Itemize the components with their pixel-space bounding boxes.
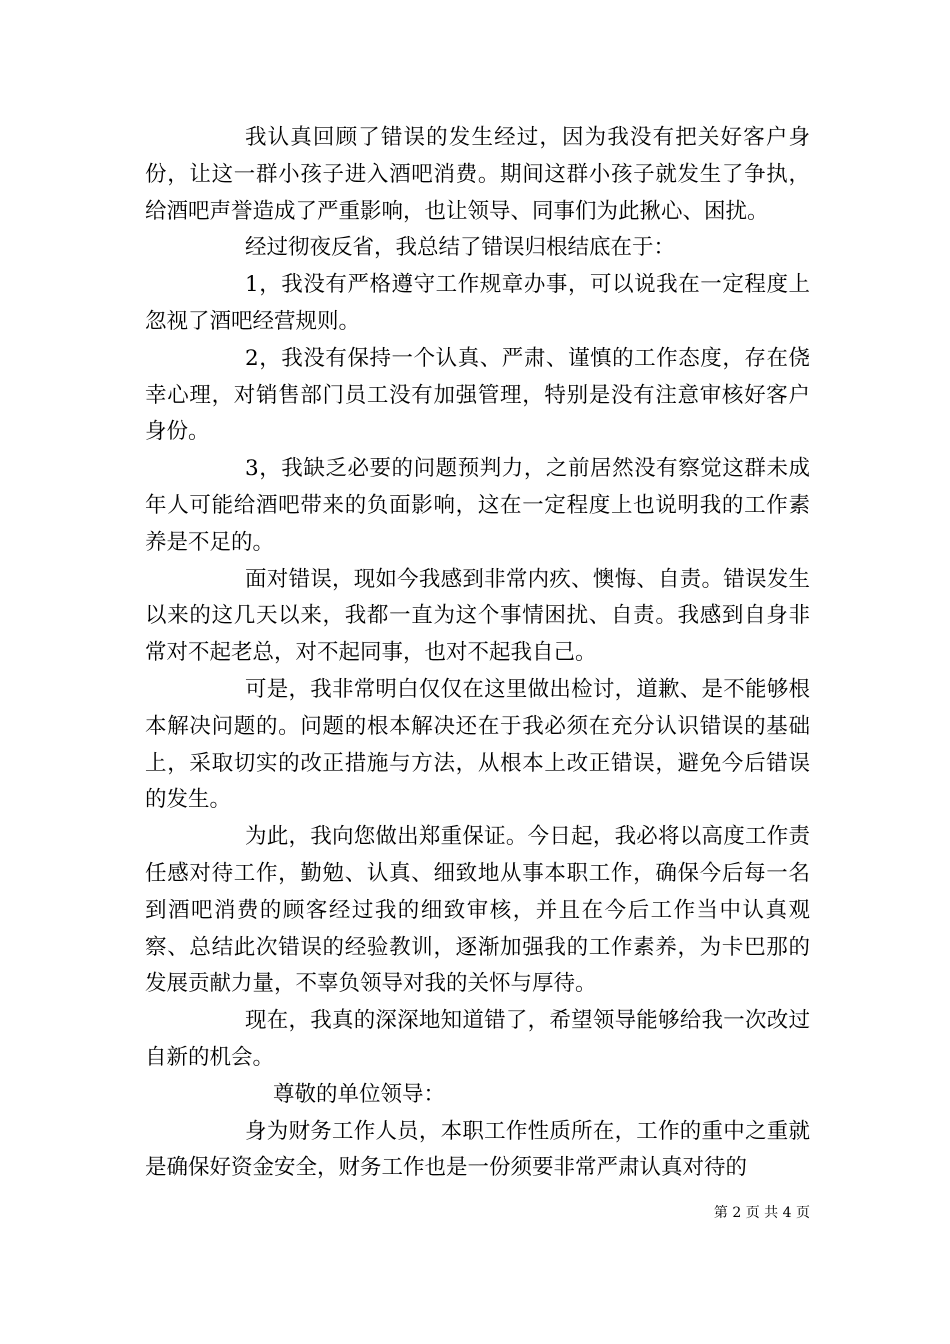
paragraph-reason-3: 3，我缺乏必要的问题预判力，之前居然没有察觉这群未成年人可能给酒吧带来的负面影响，这在一定程度上也说明我的工作素养是不足的。 (145, 456, 810, 555)
paragraph-salutation: 尊敬的单位领导： (273, 1081, 446, 1107)
paragraph-request: 现在，我真的深深地知道错了，希望领导能够给我一次改过自新的机会。 (145, 1008, 810, 1070)
paragraph-remorse: 面对错误，现如今我感到非常内疚、懊悔、自责。错误发生以来的这几天以来，我都一直为这个事情困扰、自责。我感到自身非常对不起老总，对不起同事，也对不起我自己。 (145, 566, 810, 666)
paragraph-solution: 可是，我非常明白仅仅在这里做出检讨，道歉、是不能够根本解决问题的。问题的根本解决还在于我必须在充分认识错误的基础上，采取切实的改正措施与方法，从根本上改正错误，避免今后错误的发生。 (145, 676, 810, 813)
document-body (145, 120, 810, 1187)
paragraph-review: 我认真回顾了错误的发生经过，因为我没有把关好客户身份，让这一群小孩子进入酒吧消费。期间这群小孩子就发生了争执，给酒吧声誉造成了严重影响，也让领导、同事们为此揪心、困扰。 (145, 125, 810, 224)
paragraph-reason-2: 2，我没有保持一个认真、严肃、谨慎的工作态度，存在侥幸心理，对销售部门员工没有加强管理，特别是没有注意审核好客户身份。 (145, 345, 810, 445)
paragraph-finance-intro: 身为财务工作人员，本职工作性质所在，工作的重中之重就是确保好资金安全，财务工作也是一份须要非常严肃认真对待的 (145, 1118, 810, 1181)
paragraph-pledge: 为此，我向您做出郑重保证。今日起，我必将以高度工作责任感对待工作，勤勉、认真、细致地从事本职工作，确保今后每一名到酒吧消费的顾客经过我的细致审核，并且在今后工作当中认真观察、总结此次错误的经验教训，逐渐加强我的工作素养，为卡巴那的发展贡献力量，不辜负领导对我的关怀与厚待。 (145, 824, 810, 997)
page-number-footer: 第 2 页 共 4 页 (713, 1205, 810, 1221)
paragraph-reflection-intro: 经过彻夜反省，我总结了错误归根结底在于： (245, 235, 676, 261)
paragraph-reason-1: 1，我没有严格遵守工作规章办事，可以说我在一定程度上忽视了酒吧经营规则。 (145, 272, 810, 334)
